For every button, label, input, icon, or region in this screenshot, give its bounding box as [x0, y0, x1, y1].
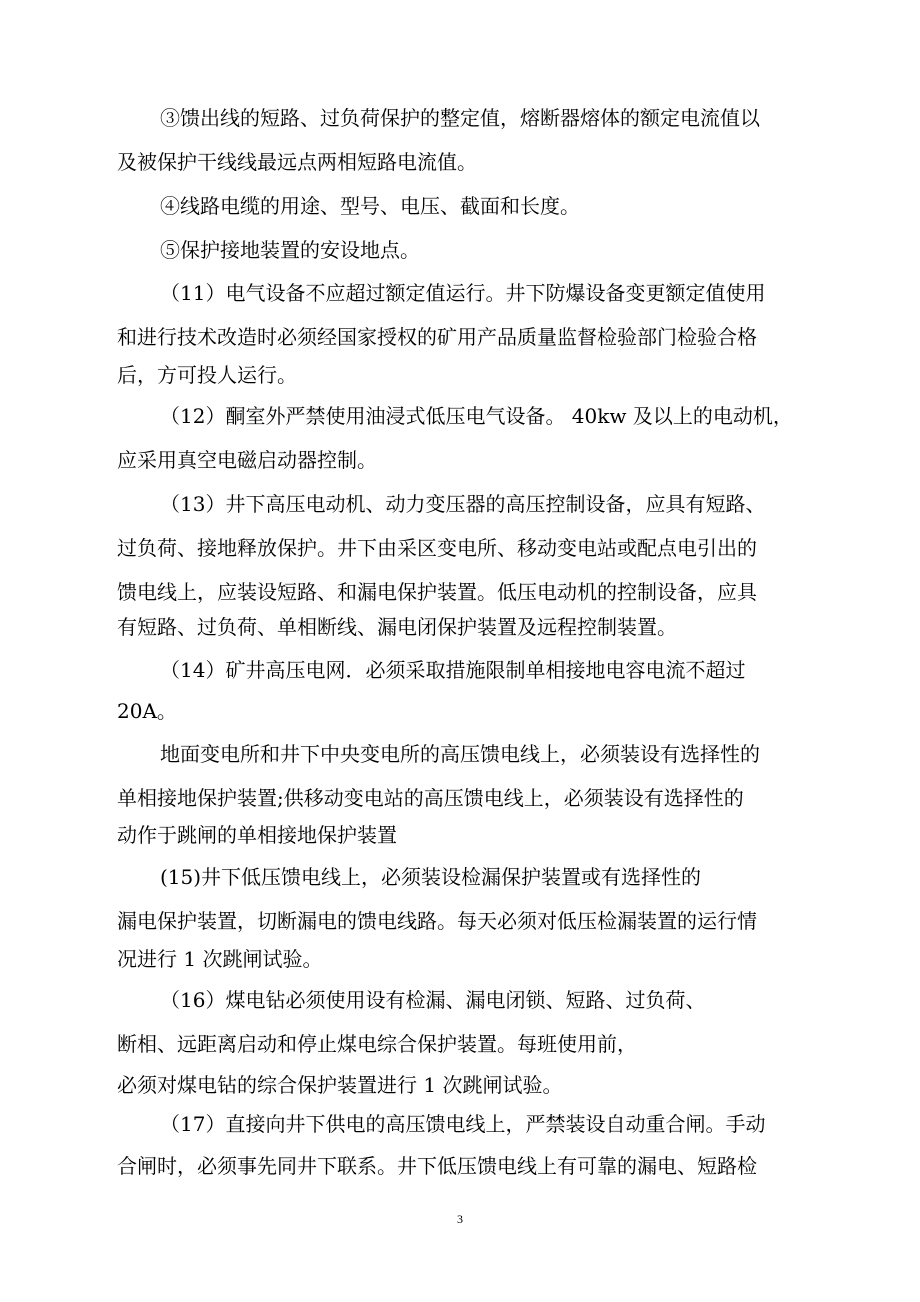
text-line: ④线路电缆的用途、型号、电压、截面和长度。	[160, 194, 580, 218]
text-line: （16）煤电钻必须使用设有检漏、漏电闭锁、短路、过负荷、	[160, 988, 706, 1012]
text-line: (15)井下低压馈电线上，必须装设检漏保护装置或有选择性的	[160, 865, 702, 889]
text-line: （12）酮室外严禁使用油浸式低压电气设备。 40kw 及以上的电动机，	[160, 404, 793, 428]
text-line: 20A。	[117, 699, 177, 723]
text-line: 及被保护干线线最远点两相短路电流值。	[117, 150, 477, 174]
text-line: 过负荷、接地释放保护。井下由采区变电所、移动变电站或配点电引出的	[117, 536, 757, 560]
text-line: 必须对煤电钻的综合保护装置进行 1 次跳闸试验。	[117, 1073, 563, 1097]
text-line: ⑤保护接地装置的安设地点。	[160, 238, 420, 262]
text-line: 应采用真空电磁启动器控制。	[117, 448, 377, 472]
text-line: 合闸时，必须事先同井下联系。井下低压馈电线上有可靠的漏电、短路检	[117, 1154, 757, 1178]
text-line: 馈电线上，应装设短路、和漏电保护装置。低压电动机的控制设备，应具	[117, 580, 757, 604]
text-line: 断相、远距离启动和停止煤电综合保护装置。每班使用前，	[117, 1032, 637, 1056]
text-line: 后，方可投人运行。	[117, 363, 297, 387]
text-line: ③馈出线的短路、过负荷保护的整定值，熔断器熔体的额定电流值以	[160, 106, 760, 130]
text-line: （13）井下高压电动机、动力变压器的高压控制设备，应具有短路、	[160, 492, 766, 516]
text-line: （17）直接向井下供电的高压馈电线上，严禁装设自动重合闸。手动	[160, 1112, 766, 1136]
text-line: 况进行 1 次跳闸试验。	[117, 947, 323, 971]
text-line: 有短路、过负荷、单相断线、漏电闭保护装置及远程控制装置。	[117, 615, 677, 639]
text-line: 漏电保护装置，切断漏电的馈电线路。每天必须对低压检漏装置的运行情	[117, 909, 757, 933]
text-line: 地面变电所和井下中央变电所的高压馈电线上，必须装设有选择性的	[160, 742, 760, 766]
text-line: 和进行技术改造时必须经国家授权的矿用产品质量监督检验部门检验合格	[117, 325, 757, 349]
text-line: （11）电气设备不应超过额定值运行。井下防爆设备变更额定值使用	[160, 281, 766, 305]
text-line: 动作于跳闸的单相接地保护装置	[117, 823, 397, 847]
text-line: 单相接地保护装置;供移动变电站的高压馈电线上，必须装设有选择性的	[117, 786, 744, 810]
text-line: （14）矿井高压电网．必须采取措施限制单相接地电容电流不超过	[160, 658, 746, 682]
page-number: 3	[457, 1212, 463, 1226]
